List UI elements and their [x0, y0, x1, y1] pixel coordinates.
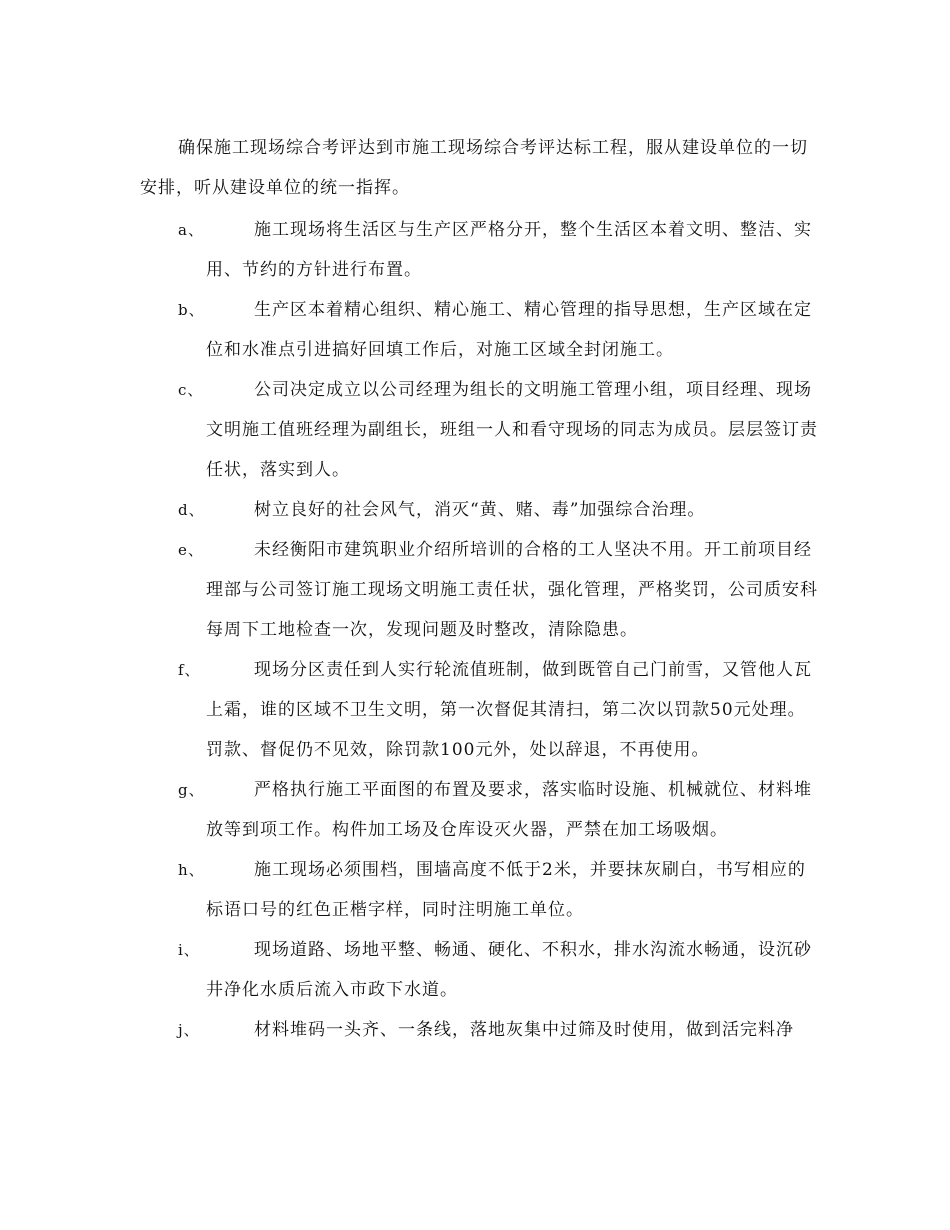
item-label: a、 — [178, 221, 204, 239]
list-item — [178, 1010, 818, 1050]
list-item — [178, 650, 818, 770]
list-item — [178, 530, 818, 650]
item-text: 未经衡阳市建筑职业介绍所培训的合格的工人坚决不用。开工前项目经理部与公司签订施工现场文明施工责任状，强化管理，严格奖罚，公司质安科每周下工地检查一次，发现问题及时整改，清除隐患。 — [206, 540, 818, 640]
list-item — [178, 490, 818, 530]
requirements-list — [178, 210, 818, 1050]
list-item — [178, 930, 818, 1010]
list-item — [178, 210, 818, 290]
item-label: c、 — [178, 381, 204, 399]
list-item — [178, 850, 818, 930]
item-label: f、 — [178, 661, 201, 679]
list-item — [178, 290, 818, 370]
intro-paragraph: 确保施工现场综合考评达到市施工现场综合考评达标工程，服从建设单位的一切安排，听从建设单位的统一指挥。 — [140, 138, 808, 198]
item-text: 现场分区责任到人实行轮流值班制，做到既管自己门前雪，又管他人瓦上霜，谁的区域不卫生文明，第一次督促其清扫，第二次以罚款50元处理。罚款、督促仍不见效，除罚款100元外，处以辞退，不再使用。 — [206, 660, 812, 760]
item-text: 公司决定成立以公司经理为组长的文明施工管理小组，项目经理、现场文明施工值班经理为副组长，班组一人和看守现场的同志为成员。层层签订责任状，落实到人。 — [206, 380, 818, 480]
item-label: h、 — [178, 861, 205, 879]
item-label: i、 — [178, 941, 200, 959]
list-item — [178, 370, 818, 490]
item-text: 施工现场将生活区与生产区严格分开，整个生活区本着文明、整洁、实用、节约的方针进行布置。 — [206, 220, 812, 280]
item-text: 施工现场必须围档，围墙高度不低于2米，并要抹灰刷白，书写相应的标语口号的红色正楷字样，同时注明施工单位。 — [206, 860, 806, 920]
item-label: g、 — [178, 781, 205, 799]
item-label: j、 — [178, 1021, 200, 1039]
item-text: 生产区本着精心组织、精心施工、精心管理的指导思想，生产区域在定位和水准点引进搞好回填工作后，对施工区域全封闭施工。 — [206, 300, 812, 360]
item-text: 严格执行施工平面图的布置及要求，落实临时设施、机械就位、材料堆放等到项工作。构件加工场及仓库设灭火器，严禁在加工场吸烟。 — [206, 780, 812, 840]
item-label: e、 — [178, 541, 204, 559]
list-item — [178, 770, 818, 850]
item-label: b、 — [178, 301, 205, 319]
item-text: 树立良好的社会风气，消灭“黄、赌、毒”加强综合治理。 — [254, 500, 706, 520]
item-label: d、 — [178, 501, 205, 519]
item-text: 现场道路、场地平整、畅通、硬化、不积水，排水沟流水畅通，设沉砂井净化水质后流入市政下水道。 — [206, 940, 812, 1000]
item-text: 材料堆码一头齐、一条线，落地灰集中过筛及时使用，做到活完料净 — [254, 1020, 794, 1040]
